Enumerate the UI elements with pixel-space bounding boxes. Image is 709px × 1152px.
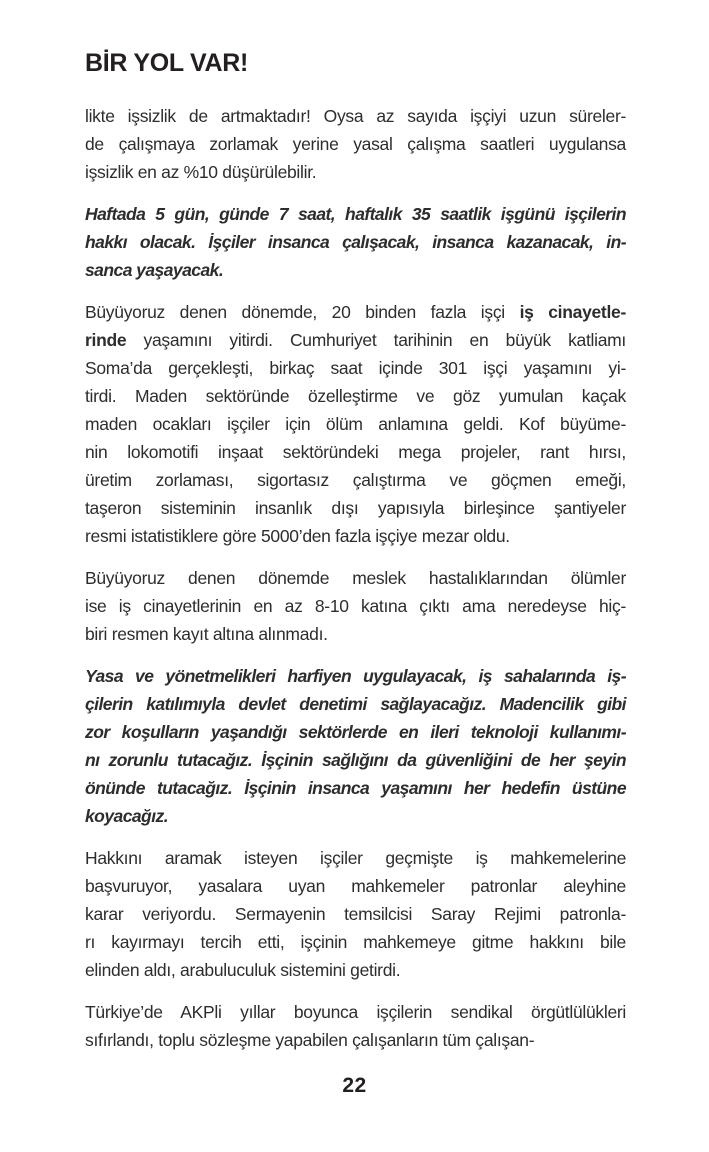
text-line bbox=[85, 774, 626, 802]
text-segment: sıfırlandı, toplu sözleşme yapabilen çalışanların tüm çalışan- bbox=[85, 1030, 535, 1050]
text-line bbox=[85, 564, 626, 592]
text-segment: üretim zorlaması, sigortasız çalıştırma ve göçmen emeği, bbox=[85, 470, 626, 490]
text-segment: ise iş cinayetlerinin en az 8-10 katına çıktı ama neredeyse hiç- bbox=[85, 596, 626, 616]
text-segment: işsizlik en az %10 düşürülebilir. bbox=[85, 162, 317, 182]
text-line bbox=[85, 872, 626, 900]
text-segment: nin lokomotifi inşaat sektöründeki mega projeler, rant hırsı, bbox=[85, 442, 626, 462]
page-number: 22 bbox=[342, 1074, 367, 1097]
text-line bbox=[85, 326, 626, 354]
text-line bbox=[85, 354, 626, 382]
text-segment: nı zorunlu tutacağız. İşçinin sağlığını da güvenliğini de her şeyin bbox=[85, 750, 626, 770]
text-line bbox=[85, 956, 626, 984]
paragraph bbox=[85, 200, 626, 284]
text-segment: Hakkını aramak isteyen işçiler geçmişte iş mahkemelerine bbox=[85, 848, 626, 868]
text-line bbox=[85, 662, 626, 690]
text-segment: çilerin katılımıyla devlet denetimi sağlayacağız. Madencilik gibi bbox=[85, 694, 626, 714]
text-segment: rı kayırmayı tercih etti, işçinin mahkemeye gitme hakkını bile bbox=[85, 932, 626, 952]
text-line bbox=[85, 690, 626, 718]
text-segment: yaşamını yitirdi. Cumhuriyet tarihinin en büyük katliamı bbox=[126, 330, 626, 350]
text-line bbox=[85, 900, 626, 928]
text-line bbox=[85, 844, 626, 872]
text-segment: Haftada 5 gün, günde 7 saat, haftalık 35 saatlik işgünü işçilerin bbox=[85, 204, 626, 224]
paragraph bbox=[85, 844, 626, 984]
text-line bbox=[85, 438, 626, 466]
text-line bbox=[85, 494, 626, 522]
page-body bbox=[85, 102, 626, 1054]
text-segment: tirdi. Maden sektöründe özelleştirme ve göz yumulan kaçak bbox=[85, 386, 626, 406]
text-line bbox=[85, 298, 626, 326]
text-segment: biri resmen kayıt altına alınmadı. bbox=[85, 624, 328, 644]
text-line bbox=[85, 802, 626, 830]
text-line bbox=[85, 256, 626, 284]
paragraph bbox=[85, 662, 626, 830]
page-title: BİR YOL VAR! bbox=[85, 49, 249, 77]
text-line bbox=[85, 1026, 626, 1054]
text-segment: zor koşulların yaşandığı sektörlerde en ileri teknoloji kullanımı- bbox=[85, 722, 626, 742]
text-line bbox=[85, 928, 626, 956]
text-segment: resmi istatistiklere göre 5000’den fazla işçiye mezar oldu. bbox=[85, 526, 510, 546]
text-segment: Büyüyoruz denen dönemde meslek hastalıklarından ölümler bbox=[85, 568, 626, 588]
text-segment: taşeron sisteminin insanlık dışı yapısıyla birleşince şantiyeler bbox=[85, 498, 626, 518]
text-line bbox=[85, 382, 626, 410]
text-line bbox=[85, 718, 626, 746]
text-segment: Yasa ve yönetmelikleri harfiyen uygulayacak, iş sahalarında iş- bbox=[85, 666, 626, 686]
text-segment: Türkiye’de AKPli yıllar boyunca işçilerin sendikal örgütlülükleri bbox=[85, 1002, 626, 1022]
text-segment: Soma’da gerçekleşti, birkaç saat içinde 301 işçi yaşamını yi- bbox=[85, 358, 626, 378]
text-segment: hakkı olacak. İşçiler insanca çalışacak, insanca kazanacak, in- bbox=[85, 232, 626, 252]
text-segment: sanca yaşayacak. bbox=[85, 260, 224, 280]
text-segment: karar veriyordu. Sermayenin temsilcisi Saray Rejimi patronla- bbox=[85, 904, 626, 924]
paragraph bbox=[85, 998, 626, 1054]
text-segment: elinden aldı, arabuluculuk sistemini getirdi. bbox=[85, 960, 401, 980]
text-line bbox=[85, 102, 626, 130]
text-line bbox=[85, 746, 626, 774]
text-segment: koyacağız. bbox=[85, 806, 169, 826]
text-segment: önünde tutacağız. İşçinin insanca yaşamını her hedefin üstüne bbox=[85, 778, 626, 798]
text-line bbox=[85, 620, 626, 648]
text-segment: likte işsizlik de artmaktadır! Oysa az sayıda işçiyi uzun süreler- bbox=[85, 106, 626, 126]
text-segment: maden ocakları işçiler için ölüm anlamına geldi. Kof büyüme- bbox=[85, 414, 626, 434]
text-segment: başvuruyor, yasalara uyan mahkemeler patronlar aleyhine bbox=[85, 876, 626, 896]
text-segment: de çalışmaya zorlamak yerine yasal çalışma saatleri uygulansa bbox=[85, 134, 626, 154]
text-segment: Büyüyoruz denen dönemde, 20 binden fazla işçi bbox=[85, 302, 520, 322]
text-line bbox=[85, 522, 626, 550]
bold-text-segment: rinde bbox=[85, 330, 127, 350]
text-line bbox=[85, 200, 626, 228]
text-line bbox=[85, 592, 626, 620]
text-line bbox=[85, 998, 626, 1026]
text-line bbox=[85, 158, 626, 186]
paragraph bbox=[85, 564, 626, 648]
text-line bbox=[85, 410, 626, 438]
bold-text-segment: iş cinayetle- bbox=[519, 302, 626, 322]
text-line bbox=[85, 228, 626, 256]
paragraph bbox=[85, 102, 626, 186]
text-line bbox=[85, 466, 626, 494]
text-line bbox=[85, 130, 626, 158]
paragraph bbox=[85, 298, 626, 550]
content-column bbox=[85, 48, 626, 1068]
